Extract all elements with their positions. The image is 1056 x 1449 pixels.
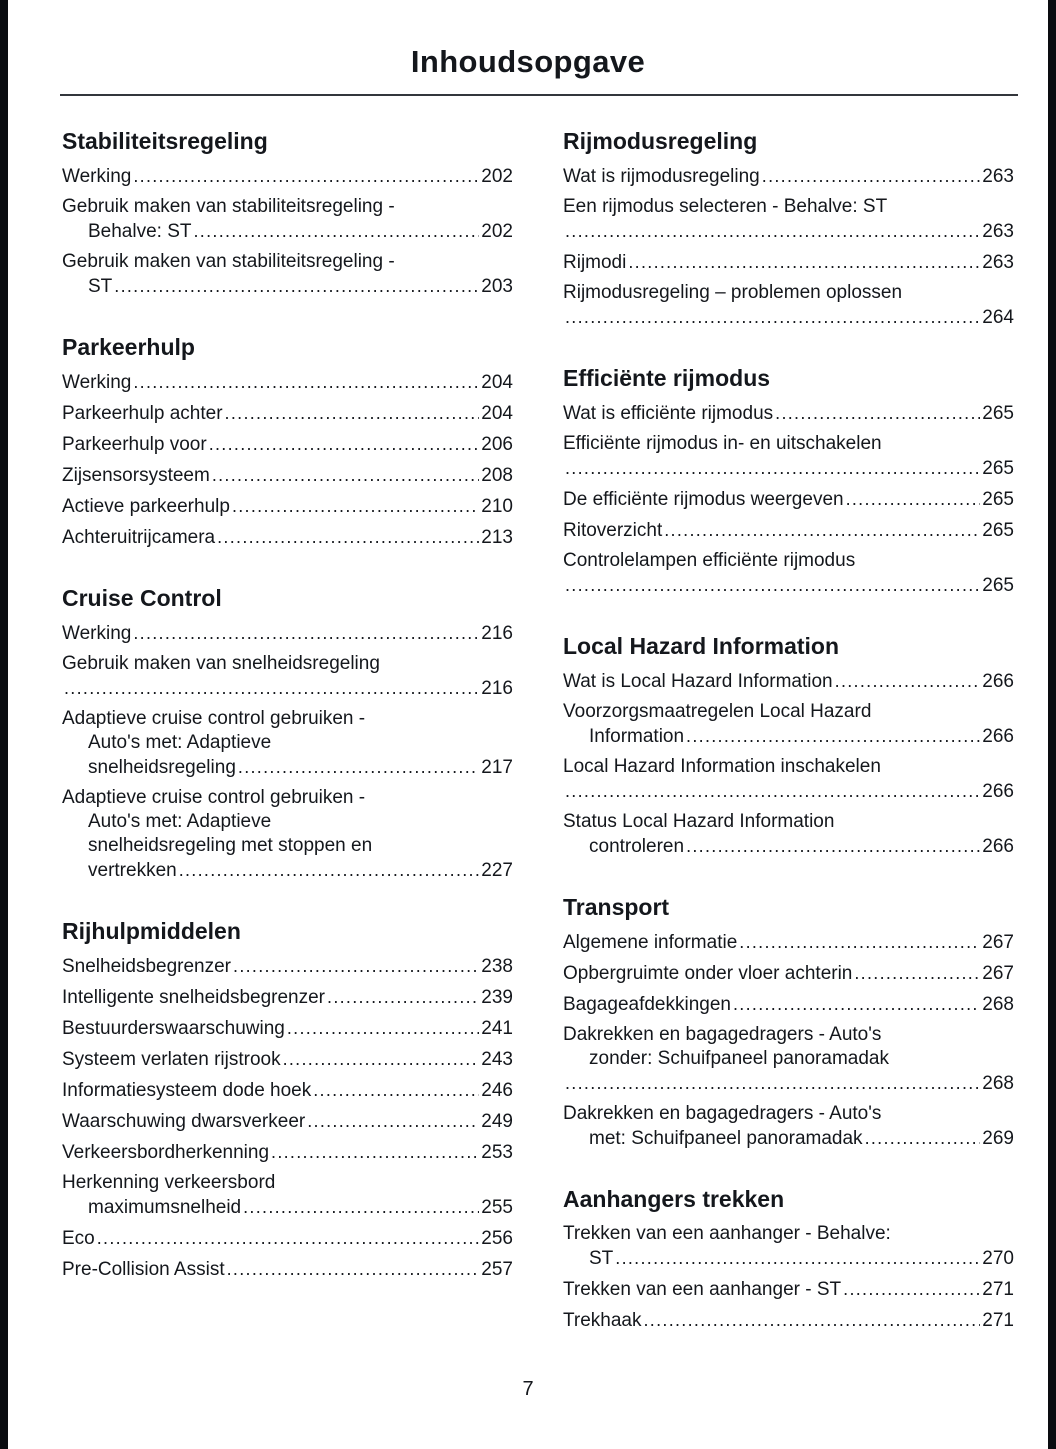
section-heading: Transport: [563, 894, 670, 920]
entry-page-number: 263: [982, 221, 1014, 242]
section-heading: Parkeerhulp: [62, 334, 195, 360]
entry-line: [62, 370, 513, 395]
dot-leader: [133, 621, 479, 646]
entry-page-number: 216: [481, 678, 513, 699]
entry-line: [563, 1071, 1014, 1096]
entry-line: [563, 487, 1014, 512]
section-heading: Rijhulpmiddelen: [62, 918, 241, 944]
dot-leader: [217, 525, 479, 550]
entry-line: [563, 779, 1014, 804]
entry-text: ST: [88, 276, 113, 297]
entry-text: Trekken van een aanhanger - ST: [563, 1279, 842, 1300]
toc-entry: [563, 161, 1014, 192]
toc-columns: [0, 96, 1056, 1336]
dot-leader: [843, 1277, 980, 1302]
toc-section: [62, 332, 513, 553]
entry-line: [563, 518, 1014, 543]
dot-leader: [854, 961, 980, 986]
entry-line: [62, 810, 513, 834]
entry-line: [563, 456, 1014, 481]
toc-entry: [62, 161, 513, 192]
entry-line: [62, 1226, 513, 1251]
toc-column: [563, 96, 1014, 1336]
toc-entry: [563, 666, 1014, 697]
dot-leader: [739, 930, 980, 955]
entry-text: Algemene informatie: [563, 932, 738, 953]
entry-page-number: 206: [481, 434, 513, 455]
dot-leader: [565, 779, 980, 804]
entry-line: [62, 676, 513, 701]
dot-leader: [686, 834, 980, 859]
entry-line: [62, 707, 513, 731]
entry-line: [62, 1195, 513, 1220]
entry-page-number: 249: [481, 1111, 513, 1132]
toc-entry: [563, 192, 1014, 247]
entry-line: [62, 652, 513, 676]
entry-text: Trekken van een aanhanger - Behalve:: [563, 1223, 891, 1244]
entry-text: Dakrekken en bagagedragers - Auto's: [563, 1024, 882, 1045]
entry-line: [563, 755, 1014, 779]
page-number: 7: [522, 1378, 534, 1400]
section-heading: Cruise Control: [62, 585, 222, 611]
entry-line: [62, 834, 513, 858]
entry-line: [62, 1140, 513, 1165]
entry-line: [62, 1109, 513, 1134]
entry-line: [563, 700, 1014, 724]
entry-text: Auto's met: Adaptieve: [88, 732, 272, 753]
dot-leader: [615, 1246, 980, 1271]
toc-entry: [563, 1099, 1014, 1154]
dot-leader: [283, 1047, 480, 1072]
toc-entry: [62, 522, 513, 553]
toc-section: [563, 892, 1014, 1154]
entry-line: [563, 1126, 1014, 1151]
entry-text: Local Hazard Information inschakelen: [563, 756, 881, 777]
entry-line: [62, 525, 513, 550]
entry-line: [62, 401, 513, 426]
dot-leader: [233, 954, 479, 979]
entry-line: [563, 1102, 1014, 1126]
entry-page-number: 203: [481, 276, 513, 297]
entry-line: [62, 1171, 513, 1195]
entry-text: Gebruik maken van stabiliteitsregeling -: [62, 251, 395, 272]
entry-text: Wat is rijmodusregeling: [563, 166, 760, 187]
toc-entry: [62, 491, 513, 522]
toc-entry: [62, 1137, 513, 1168]
toc-entry: [563, 697, 1014, 752]
toc-entry: [62, 398, 513, 429]
entry-text: Snelheidsbegrenzer: [62, 956, 232, 977]
toc-entry: [62, 649, 513, 704]
section-heading: Rijmodusregeling: [563, 128, 758, 154]
toc-entry: [62, 1013, 513, 1044]
entry-text: Herkenning verkeersbord: [62, 1172, 276, 1193]
entry-page-number: 263: [982, 166, 1014, 187]
entry-text: zonder: Schuifpaneel panoramadak: [589, 1048, 889, 1069]
toc-entry: [62, 618, 513, 649]
dot-leader: [212, 463, 479, 488]
dot-leader: [307, 1109, 479, 1134]
entry-text: Adaptieve cruise control gebruiken -: [62, 708, 366, 729]
entry-page-number: 257: [481, 1259, 513, 1280]
entry-line: [62, 1078, 513, 1103]
toc-section: [563, 1184, 1014, 1336]
entry-page-number: 210: [481, 496, 513, 517]
entry-page-number: 271: [982, 1310, 1014, 1331]
entry-page-number: 270: [982, 1248, 1014, 1269]
entry-text: Waarschuwing dwarsverkeer: [62, 1111, 306, 1132]
entry-page-number: 256: [481, 1228, 513, 1249]
toc-entry: [563, 1020, 1014, 1099]
toc-entry: [563, 927, 1014, 958]
toc-entry: [62, 192, 513, 247]
entry-text: controleren: [589, 836, 685, 857]
dot-leader: [628, 250, 980, 275]
entry-page-number: 253: [481, 1142, 513, 1163]
entry-line: [62, 219, 513, 244]
dot-leader: [664, 518, 980, 543]
entry-line: [62, 954, 513, 979]
entry-line: [563, 1277, 1014, 1302]
section-heading: Efficiënte rijmodus: [563, 365, 771, 391]
entry-page-number: 213: [481, 527, 513, 548]
entry-page-number: 266: [982, 781, 1014, 802]
dot-leader: [133, 164, 479, 189]
entry-text: Gebruik maken van snelheidsregeling: [62, 653, 380, 674]
entry-line: [563, 281, 1014, 305]
entry-line: [563, 195, 1014, 219]
entry-line: [563, 401, 1014, 426]
right-edge-bar: [1048, 0, 1056, 1449]
dot-leader: [565, 305, 980, 330]
entry-text: Voorzorgsmaatregelen Local Hazard: [563, 701, 872, 722]
dot-leader: [194, 219, 480, 244]
toc-entry: [62, 1254, 513, 1285]
entry-line: [563, 573, 1014, 598]
entry-text: Behalve: ST: [88, 221, 192, 242]
entry-line: [563, 834, 1014, 859]
entry-page-number: 271: [982, 1279, 1014, 1300]
entry-text: Intelligente snelheidsbegrenzer: [62, 987, 326, 1008]
entry-text: Bagageafdekkingen: [563, 994, 731, 1015]
dot-leader: [97, 1226, 480, 1251]
section-heading: Aanhangers trekken: [563, 1186, 785, 1212]
toc-section: [563, 126, 1014, 333]
entry-page-number: 239: [481, 987, 513, 1008]
entry-text: snelheidsregeling met stoppen en: [88, 835, 373, 856]
entry-page-number: 268: [982, 994, 1014, 1015]
entry-text: Bestuurderswaarschuwing: [62, 1018, 285, 1039]
toc-entry: [563, 752, 1014, 807]
entry-page-number: 265: [982, 575, 1014, 596]
entry-line: [62, 164, 513, 189]
entry-page-number: 263: [982, 252, 1014, 273]
entry-line: [62, 621, 513, 646]
entry-line: [62, 432, 513, 457]
toc-entry: [563, 515, 1014, 546]
section-heading: Stabiliteitsregeling: [62, 128, 268, 154]
entry-text: Systeem verlaten rijstrook: [62, 1049, 281, 1070]
entry-page-number: 255: [481, 1197, 513, 1218]
entry-text: Zijsensorsysteem: [62, 465, 210, 486]
entry-page-number: 238: [481, 956, 513, 977]
dot-leader: [114, 274, 479, 299]
entry-text: Eco: [62, 1228, 95, 1249]
dot-leader: [835, 669, 981, 694]
toc-entry: [62, 247, 513, 302]
entry-text: Actieve parkeerhulp: [62, 496, 230, 517]
toc-entry: [62, 460, 513, 491]
entry-text: ST: [589, 1248, 614, 1269]
entry-text: Achteruitrijcamera: [62, 527, 216, 548]
toc-entry: [563, 278, 1014, 333]
toc-section: [62, 583, 513, 886]
toc-entry: [62, 704, 513, 783]
dot-leader: [287, 1016, 479, 1041]
entry-text: Wat is Local Hazard Information: [563, 671, 833, 692]
entry-text: vertrekken: [88, 860, 177, 881]
dot-leader: [327, 985, 479, 1010]
toc-entry: [563, 1219, 1014, 1274]
entry-page-number: 265: [982, 458, 1014, 479]
toc-entry: [563, 546, 1014, 601]
entry-text: maximumsnelheid: [88, 1197, 242, 1218]
entry-line: [563, 305, 1014, 330]
toc-entry: [563, 1274, 1014, 1305]
dot-leader: [209, 432, 480, 457]
entry-text: Werking: [62, 166, 132, 187]
toc-section: [563, 363, 1014, 601]
entry-line: [62, 274, 513, 299]
entry-text: Rijmodusregeling – problemen oplossen: [563, 282, 903, 303]
entry-line: [62, 755, 513, 780]
toc-entry: [62, 429, 513, 460]
entry-text: Wat is efficiënte rijmodus: [563, 403, 774, 424]
entry-line: [62, 463, 513, 488]
entry-text: De efficiënte rijmodus weergeven: [563, 489, 844, 510]
entry-text: Verkeersbordherkenning: [62, 1142, 270, 1163]
entry-line: [62, 1047, 513, 1072]
dot-leader: [846, 487, 981, 512]
dot-leader: [238, 755, 479, 780]
entry-page-number: 243: [481, 1049, 513, 1070]
toc-column: [62, 96, 513, 1336]
entry-line: [563, 669, 1014, 694]
toc-entry: [62, 1106, 513, 1137]
toc-entry: [563, 247, 1014, 278]
toc-section: [563, 631, 1014, 862]
toc-entry: [62, 1223, 513, 1254]
entry-page-number: 268: [982, 1073, 1014, 1094]
toc-entry: [563, 807, 1014, 862]
entry-line: [62, 985, 513, 1010]
entry-text: Information: [589, 726, 685, 747]
entry-text: Opbergruimte onder vloer achterin: [563, 963, 853, 984]
dot-leader: [733, 992, 980, 1017]
entry-line: [62, 786, 513, 810]
dot-leader: [686, 724, 980, 749]
entry-text: Parkeerhulp achter: [62, 403, 223, 424]
entry-text: Informatiesysteem dode hoek: [62, 1080, 312, 1101]
entry-page-number: 265: [982, 520, 1014, 541]
dot-leader: [227, 1257, 480, 1282]
entry-page-number: 204: [481, 372, 513, 393]
entry-line: [563, 1047, 1014, 1071]
entry-line: [563, 164, 1014, 189]
entry-line: [563, 1023, 1014, 1047]
entry-page-number: 246: [481, 1080, 513, 1101]
entry-page-number: 267: [982, 932, 1014, 953]
dot-leader: [232, 494, 479, 519]
toc-entry: [62, 367, 513, 398]
entry-text: snelheidsregeling: [88, 757, 236, 778]
entry-line: [563, 549, 1014, 573]
entry-text: Een rijmodus selecteren - Behalve: ST: [563, 196, 888, 217]
dot-leader: [565, 219, 980, 244]
entry-text: Controlelampen efficiënte rijmodus: [563, 550, 856, 571]
toc-entry: [563, 398, 1014, 429]
entry-line: [62, 1257, 513, 1282]
entry-text: Adaptieve cruise control gebruiken -: [62, 787, 366, 808]
entry-text: Ritoverzicht: [563, 520, 663, 541]
dot-leader: [565, 1071, 980, 1096]
toc-entry: [62, 1075, 513, 1106]
entry-page-number: 267: [982, 963, 1014, 984]
dot-leader: [565, 456, 980, 481]
entry-page-number: 241: [481, 1018, 513, 1039]
entry-text: Rijmodi: [563, 252, 627, 273]
dot-leader: [565, 573, 980, 598]
entry-page-number: 227: [481, 860, 513, 881]
dot-leader: [762, 164, 981, 189]
toc-entry: [563, 429, 1014, 484]
page-title: Inhoudsopgave: [410, 44, 646, 79]
toc-entry: [563, 989, 1014, 1020]
entry-text: met: Schuifpaneel panoramadak: [589, 1128, 863, 1149]
entry-page-number: 266: [982, 671, 1014, 692]
entry-page-number: 202: [481, 166, 513, 187]
entry-text: Werking: [62, 372, 132, 393]
entry-page-number: 202: [481, 221, 513, 242]
entry-line: [563, 930, 1014, 955]
entry-line: [563, 810, 1014, 834]
toc-section: [62, 916, 513, 1285]
entry-line: [563, 961, 1014, 986]
dot-leader: [644, 1308, 981, 1333]
entry-line: [62, 494, 513, 519]
entry-text: Status Local Hazard Information: [563, 811, 835, 832]
left-edge-bar: [0, 0, 8, 1449]
section-heading: Local Hazard Information: [563, 633, 840, 659]
entry-line: [563, 992, 1014, 1017]
entry-page-number: 265: [982, 489, 1014, 510]
dot-leader: [775, 401, 980, 426]
toc-entry: [563, 484, 1014, 515]
entry-line: [563, 1308, 1014, 1333]
entry-line: [563, 250, 1014, 275]
dot-leader: [313, 1078, 479, 1103]
entry-page-number: 204: [481, 403, 513, 424]
dot-leader: [865, 1126, 981, 1151]
dot-leader: [133, 370, 479, 395]
entry-line: [563, 1246, 1014, 1271]
entry-text: Pre-Collision Assist: [62, 1259, 225, 1280]
toc-section: [62, 126, 513, 302]
entry-page-number: 264: [982, 307, 1014, 328]
entry-page-number: 265: [982, 403, 1014, 424]
entry-line: [62, 731, 513, 755]
entry-page-number: 269: [982, 1128, 1014, 1149]
entry-page-number: 208: [481, 465, 513, 486]
entry-page-number: 216: [481, 623, 513, 644]
toc-entry: [563, 1305, 1014, 1336]
entry-line: [62, 1016, 513, 1041]
entry-page-number: 217: [481, 757, 513, 778]
entry-text: Dakrekken en bagagedragers - Auto's: [563, 1103, 882, 1124]
dot-leader: [64, 676, 479, 701]
toc-entry: [62, 951, 513, 982]
entry-text: Parkeerhulp voor: [62, 434, 207, 455]
entry-text: Auto's met: Adaptieve: [88, 811, 272, 832]
entry-line: [563, 432, 1014, 456]
page-header: [0, 0, 1056, 96]
entry-line: [563, 724, 1014, 749]
dot-leader: [225, 401, 480, 426]
entry-text: Trekhaak: [563, 1310, 642, 1331]
entry-page-number: 266: [982, 836, 1014, 857]
dot-leader: [179, 858, 480, 883]
entry-line: [62, 195, 513, 219]
entry-page-number: 266: [982, 726, 1014, 747]
entry-line: [62, 858, 513, 883]
dot-leader: [271, 1140, 479, 1165]
toc-entry: [62, 1044, 513, 1075]
dot-leader: [243, 1195, 479, 1220]
toc-entry: [62, 982, 513, 1013]
entry-text: Werking: [62, 623, 132, 644]
entry-text: Gebruik maken van stabiliteitsregeling -: [62, 196, 395, 217]
toc-entry: [563, 958, 1014, 989]
toc-entry: [62, 1168, 513, 1223]
entry-line: [563, 1222, 1014, 1246]
entry-line: [563, 219, 1014, 244]
entry-text: Efficiënte rijmodus in- en uitschakelen: [563, 433, 882, 454]
toc-entry: [62, 783, 513, 886]
entry-line: [62, 250, 513, 274]
